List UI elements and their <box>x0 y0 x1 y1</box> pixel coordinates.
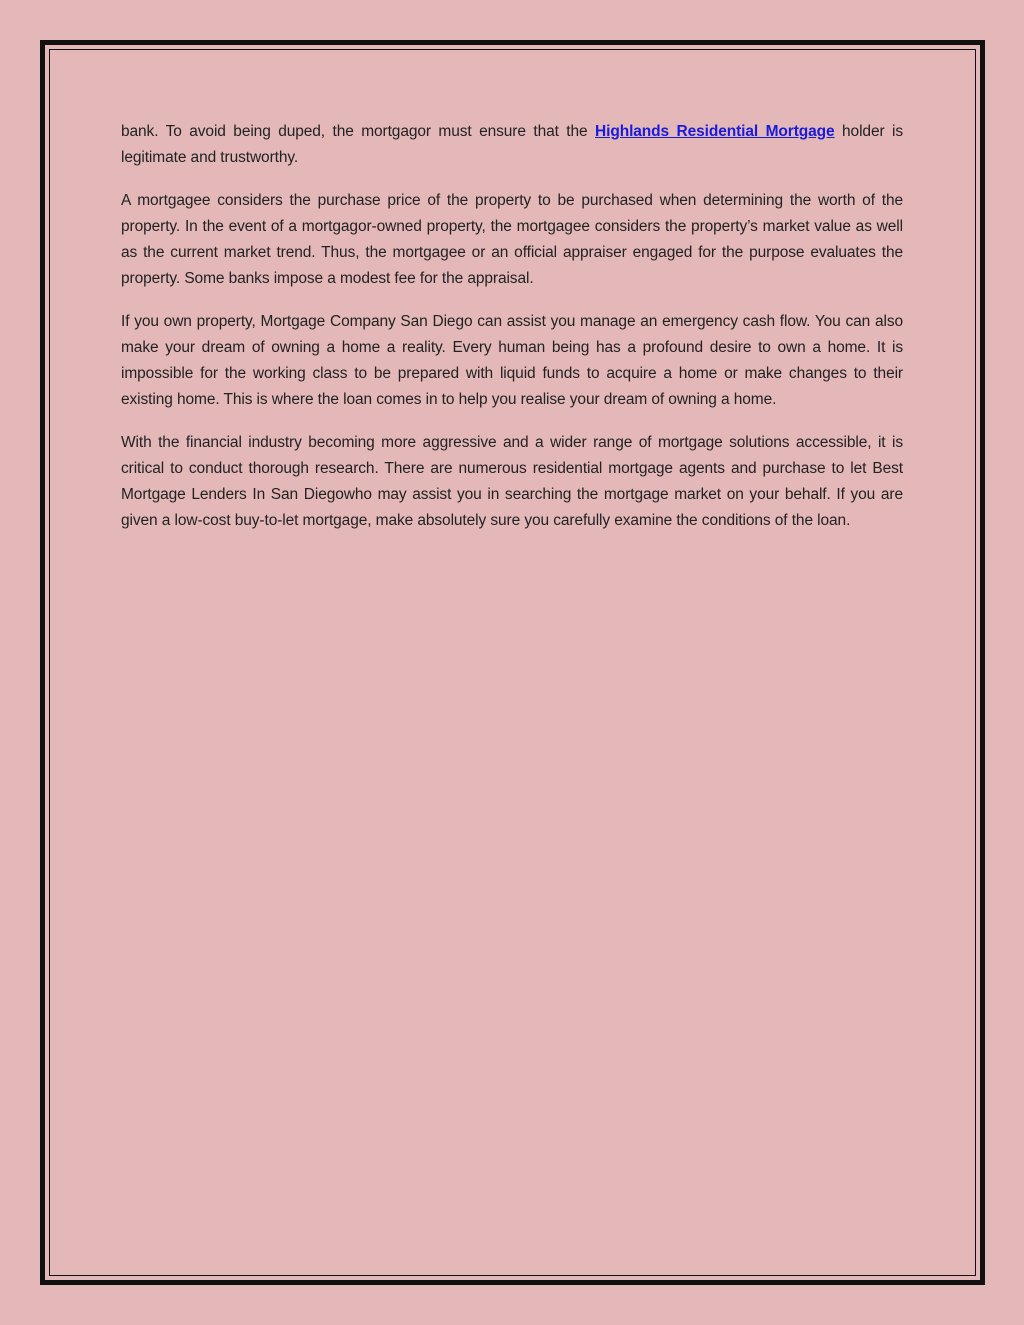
document-body <box>121 119 903 551</box>
paragraph-1 <box>121 119 903 171</box>
paragraph-3: If you own property, Mortgage Company San Diego can assist you manage an emergency cash flow. You can also make your dream of owning a home a reality. Every human being has a profound desire to own a home. It is impossible for the working class to be prepared with liquid funds to acquire a home or make changes to their existing home. This is where the loan comes in to help you realise your dream of owning a home. <box>121 313 903 408</box>
highlands-residential-mortgage-link[interactable]: Highlands Residential Mortgage <box>595 123 835 140</box>
paragraph-2: A mortgagee considers the purchase price of the property to be purchased when determining the worth of the property. In the event of a mortgagor-owned property, the mortgagee considers the property’s market value as well as the current market trend. Thus, the mortgagee or an official appraiser engaged for the purpose evaluates the property. Some banks impose a modest fee for the appraisal. <box>121 192 903 287</box>
paragraph-1-text-before-link: bank. To avoid being duped, the mortgagor must ensure that the <box>121 123 596 140</box>
paragraph-1-text-after-link: holder is legitimate and trustworthy. <box>121 123 903 166</box>
paragraph-4: With the financial industry becoming more aggressive and a wider range of mortgage solutions accessible, it is critical to conduct thorough research. There are numerous residential mortgage agents and purchase to let Best Mortgage Lenders In San Diegowho may assist you in searching the mortgage market on your behalf. If you are given a low-cost buy-to-let mortgage, make absolutely sure you carefully examine the conditions of the loan. <box>121 434 903 529</box>
